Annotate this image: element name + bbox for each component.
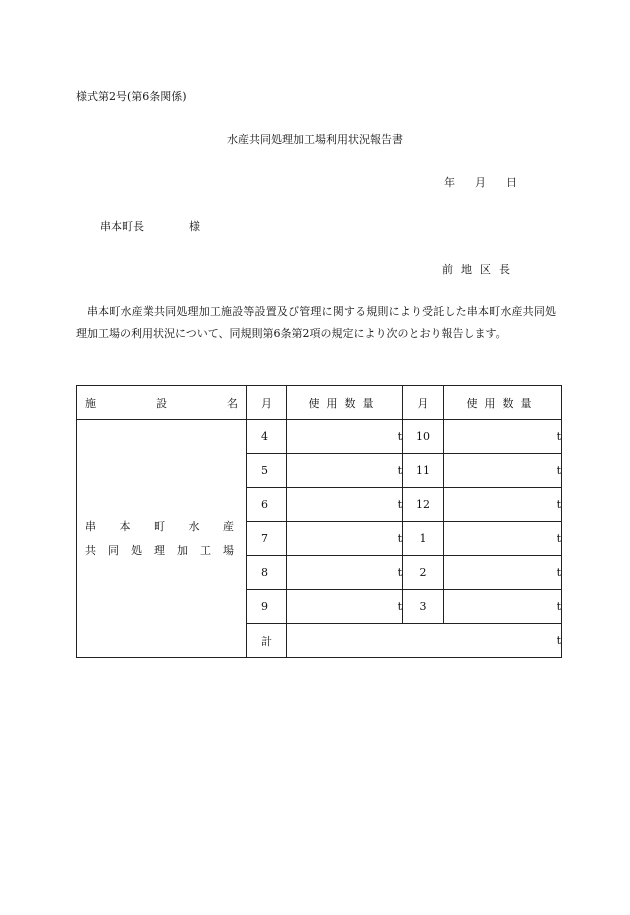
date-day: 日 [506, 176, 517, 189]
header-month: 月 [247, 386, 287, 420]
facility-name-char: 工 [200, 543, 211, 557]
month-cell-2: 12 [403, 488, 444, 522]
header-facility-char: 設 [156, 396, 167, 410]
amount-cell-2: t [444, 488, 562, 522]
form-number-label: 様式第2号(第6条関係) [76, 90, 187, 103]
month-cell: 8 [247, 556, 287, 590]
facility-name-cell [77, 420, 247, 658]
facility-name-line [85, 539, 234, 563]
amount-cell: t [287, 454, 403, 488]
facility-name-line [85, 515, 234, 539]
amount-cell-2: t [444, 556, 562, 590]
amount-cell-2: t [444, 590, 562, 624]
facility-name-char: 産 [223, 519, 234, 533]
usage-table [76, 385, 562, 658]
body-paragraph: 串本町水産業共同処理加工施設等設置及び管理に関する規則により受託した串本町水産共同処理加工場の利用状況について、同規則第6条第2項の規定により次のとおり報告します。 [76, 305, 556, 340]
addressee-name: 串本町長 [100, 220, 144, 233]
total-label: 計 [247, 624, 287, 658]
facility-name-char: 場 [223, 543, 234, 557]
amount-cell: t [287, 522, 403, 556]
facility-name-char: 同 [108, 543, 119, 557]
facility-name-char: 理 [154, 543, 165, 557]
table-row [77, 420, 562, 454]
addressee [100, 218, 200, 234]
header-facility-char: 施 [85, 396, 96, 410]
header-facility-char: 名 [227, 396, 238, 410]
month-cell-2: 2 [403, 556, 444, 590]
amount-cell-2: t [444, 522, 562, 556]
amount-cell: t [287, 556, 403, 590]
header-amount-2: 使用数量 [444, 386, 562, 420]
facility-name-char: 本 [119, 519, 131, 533]
date-line [444, 174, 517, 190]
amount-cell: t [287, 420, 403, 454]
month-cell-2: 10 [403, 420, 444, 454]
month-cell: 5 [247, 454, 287, 488]
document-title: 水産共同処理加工場利用状況報告書 [227, 133, 403, 146]
facility-name-char: 水 [188, 519, 200, 533]
amount-cell: t [287, 488, 403, 522]
month-cell-2: 3 [403, 590, 444, 624]
facility-name-char: 串 [85, 519, 96, 533]
month-cell-2: 11 [403, 454, 444, 488]
addressee-honorific: 様 [189, 220, 200, 233]
facility-name-char: 町 [154, 519, 165, 533]
amount-cell-2: t [444, 454, 562, 488]
table-header-row [77, 386, 562, 420]
amount-cell-2: t [444, 420, 562, 454]
facility-name-char: 処 [131, 543, 142, 557]
month-cell: 7 [247, 522, 287, 556]
month-cell: 9 [247, 590, 287, 624]
month-cell: 6 [247, 488, 287, 522]
amount-cell: t [287, 590, 403, 624]
month-cell: 4 [247, 420, 287, 454]
header-month-2: 月 [403, 386, 444, 420]
header-facility [77, 386, 247, 420]
date-year: 年 [444, 176, 455, 189]
facility-name-char: 加 [177, 543, 188, 557]
date-month: 月 [475, 176, 486, 189]
sender: 前地区長 [442, 263, 518, 276]
header-amount: 使用数量 [287, 386, 403, 420]
total-amount-cell: t [287, 624, 562, 658]
facility-name-char: 共 [85, 543, 96, 557]
month-cell-2: 1 [403, 522, 444, 556]
